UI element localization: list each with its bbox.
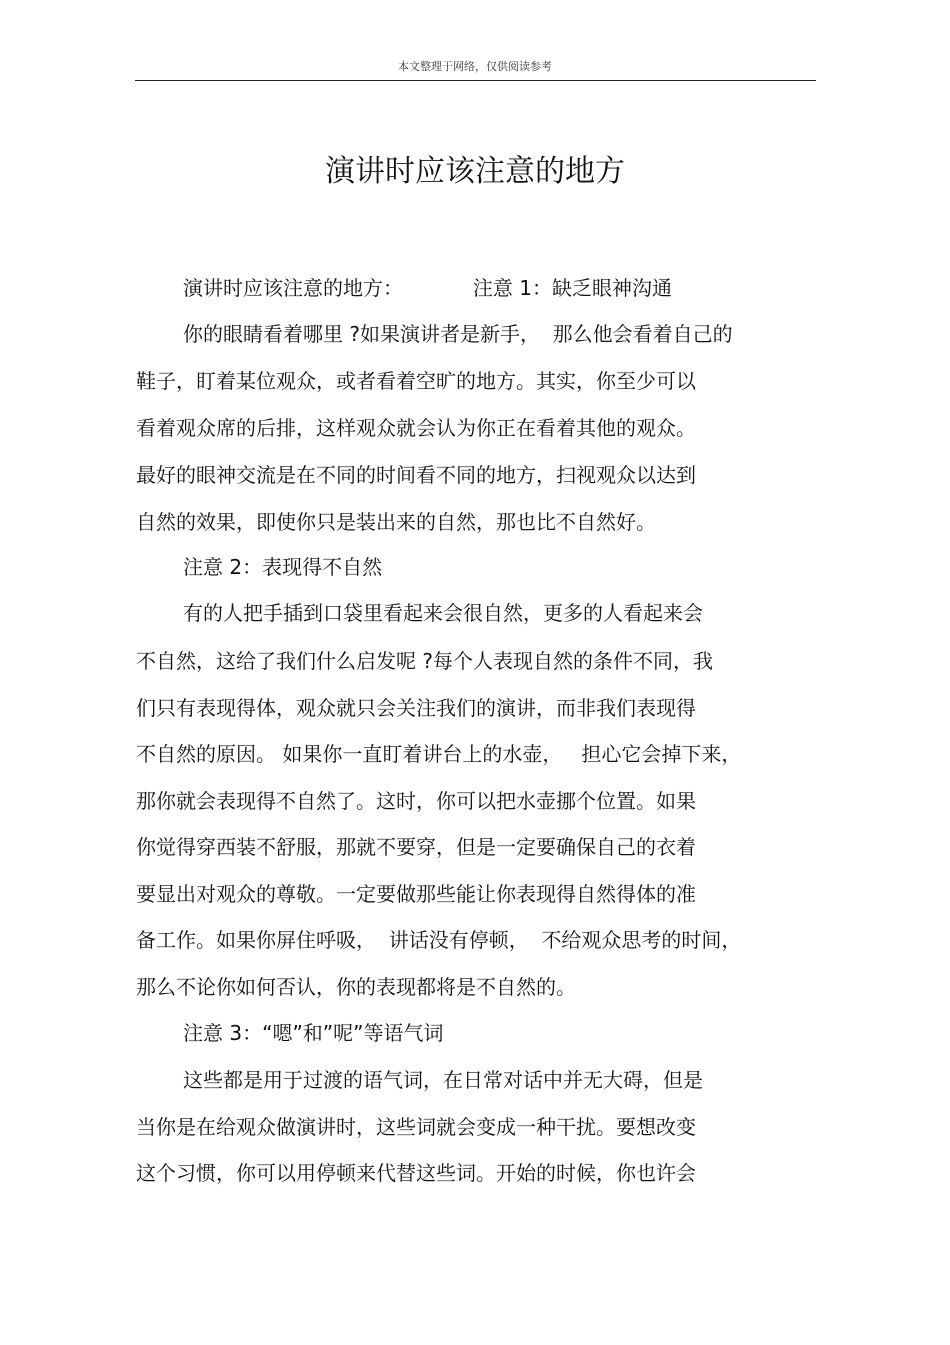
text-line: 不自然，这给了我们什么启发呢 ?每个人表现自然的条件不同，我 — [136, 649, 713, 673]
text-line: 有的人把手插到口袋里看起来会很自然，更多的人看起来会 — [183, 601, 703, 625]
text-line: 你的眼睛看着哪里 ?如果演讲者是新手， 那么他会看着自己的 — [183, 322, 733, 346]
text-line: 要显出对观众的尊敬。一定要做那些能让你表现得自然得体的准 — [136, 882, 696, 906]
text-line: 演讲时应该注意的地方： 注意 1：缺乏眼神沟通 — [183, 276, 673, 300]
page-header-note: 本文整理于网络，仅供阅读参考 — [398, 60, 552, 73]
text-line: 鞋子，盯着某位观众，或者看着空旷的地方。其实，你至少可以 — [136, 369, 696, 393]
text-line: 当你是在给观众做演讲时，这些词就会变成一种干扰。要想改变 — [136, 1115, 696, 1139]
text-line: 不自然的原因。 如果你一直盯着讲台上的水壶， 担心它会掉下来， — [136, 742, 742, 766]
text-line: 看着观众席的后排，这样观众就会认为你正在看着其他的观众。 — [136, 416, 696, 440]
text-line: 这些都是用于过渡的语气词，在日常对话中并无大碍，但是 — [183, 1068, 703, 1092]
section-heading: 注意 2：表现得不自然 — [183, 555, 383, 579]
document-title: 演讲时应该注意的地方 — [325, 154, 625, 189]
header-divider — [135, 80, 816, 81]
text-line: 们只有表现得体，观众就只会关注我们的演讲，而非我们表现得 — [136, 696, 696, 720]
text-line: 这个习惯，你可以用停顿来代替这些词。开始的时候，你也许会 — [136, 1161, 696, 1185]
text-line: 备工作。如果你屏住呼吸， 讲话没有停顿， 不给观众思考的时间， — [136, 928, 742, 952]
text-line: 你觉得穿西装不舒服，那就不要穿，但是一定要确保自己的衣着 — [136, 835, 696, 859]
text-line: 那么不论你如何否认，你的表现都将是不自然的。 — [136, 975, 576, 999]
text-line: 自然的效果，即使你只是装出来的自然，那也比不自然好。 — [136, 510, 656, 534]
text-line: 最好的眼神交流是在不同的时间看不同的地方，扫视观众以达到 — [136, 463, 696, 487]
text-line: 那你就会表现得不自然了。这时，你可以把水壶挪个位置。如果 — [136, 789, 696, 813]
section-heading: 注意 3：“嗯”和”呢”等语气词 — [183, 1021, 444, 1045]
